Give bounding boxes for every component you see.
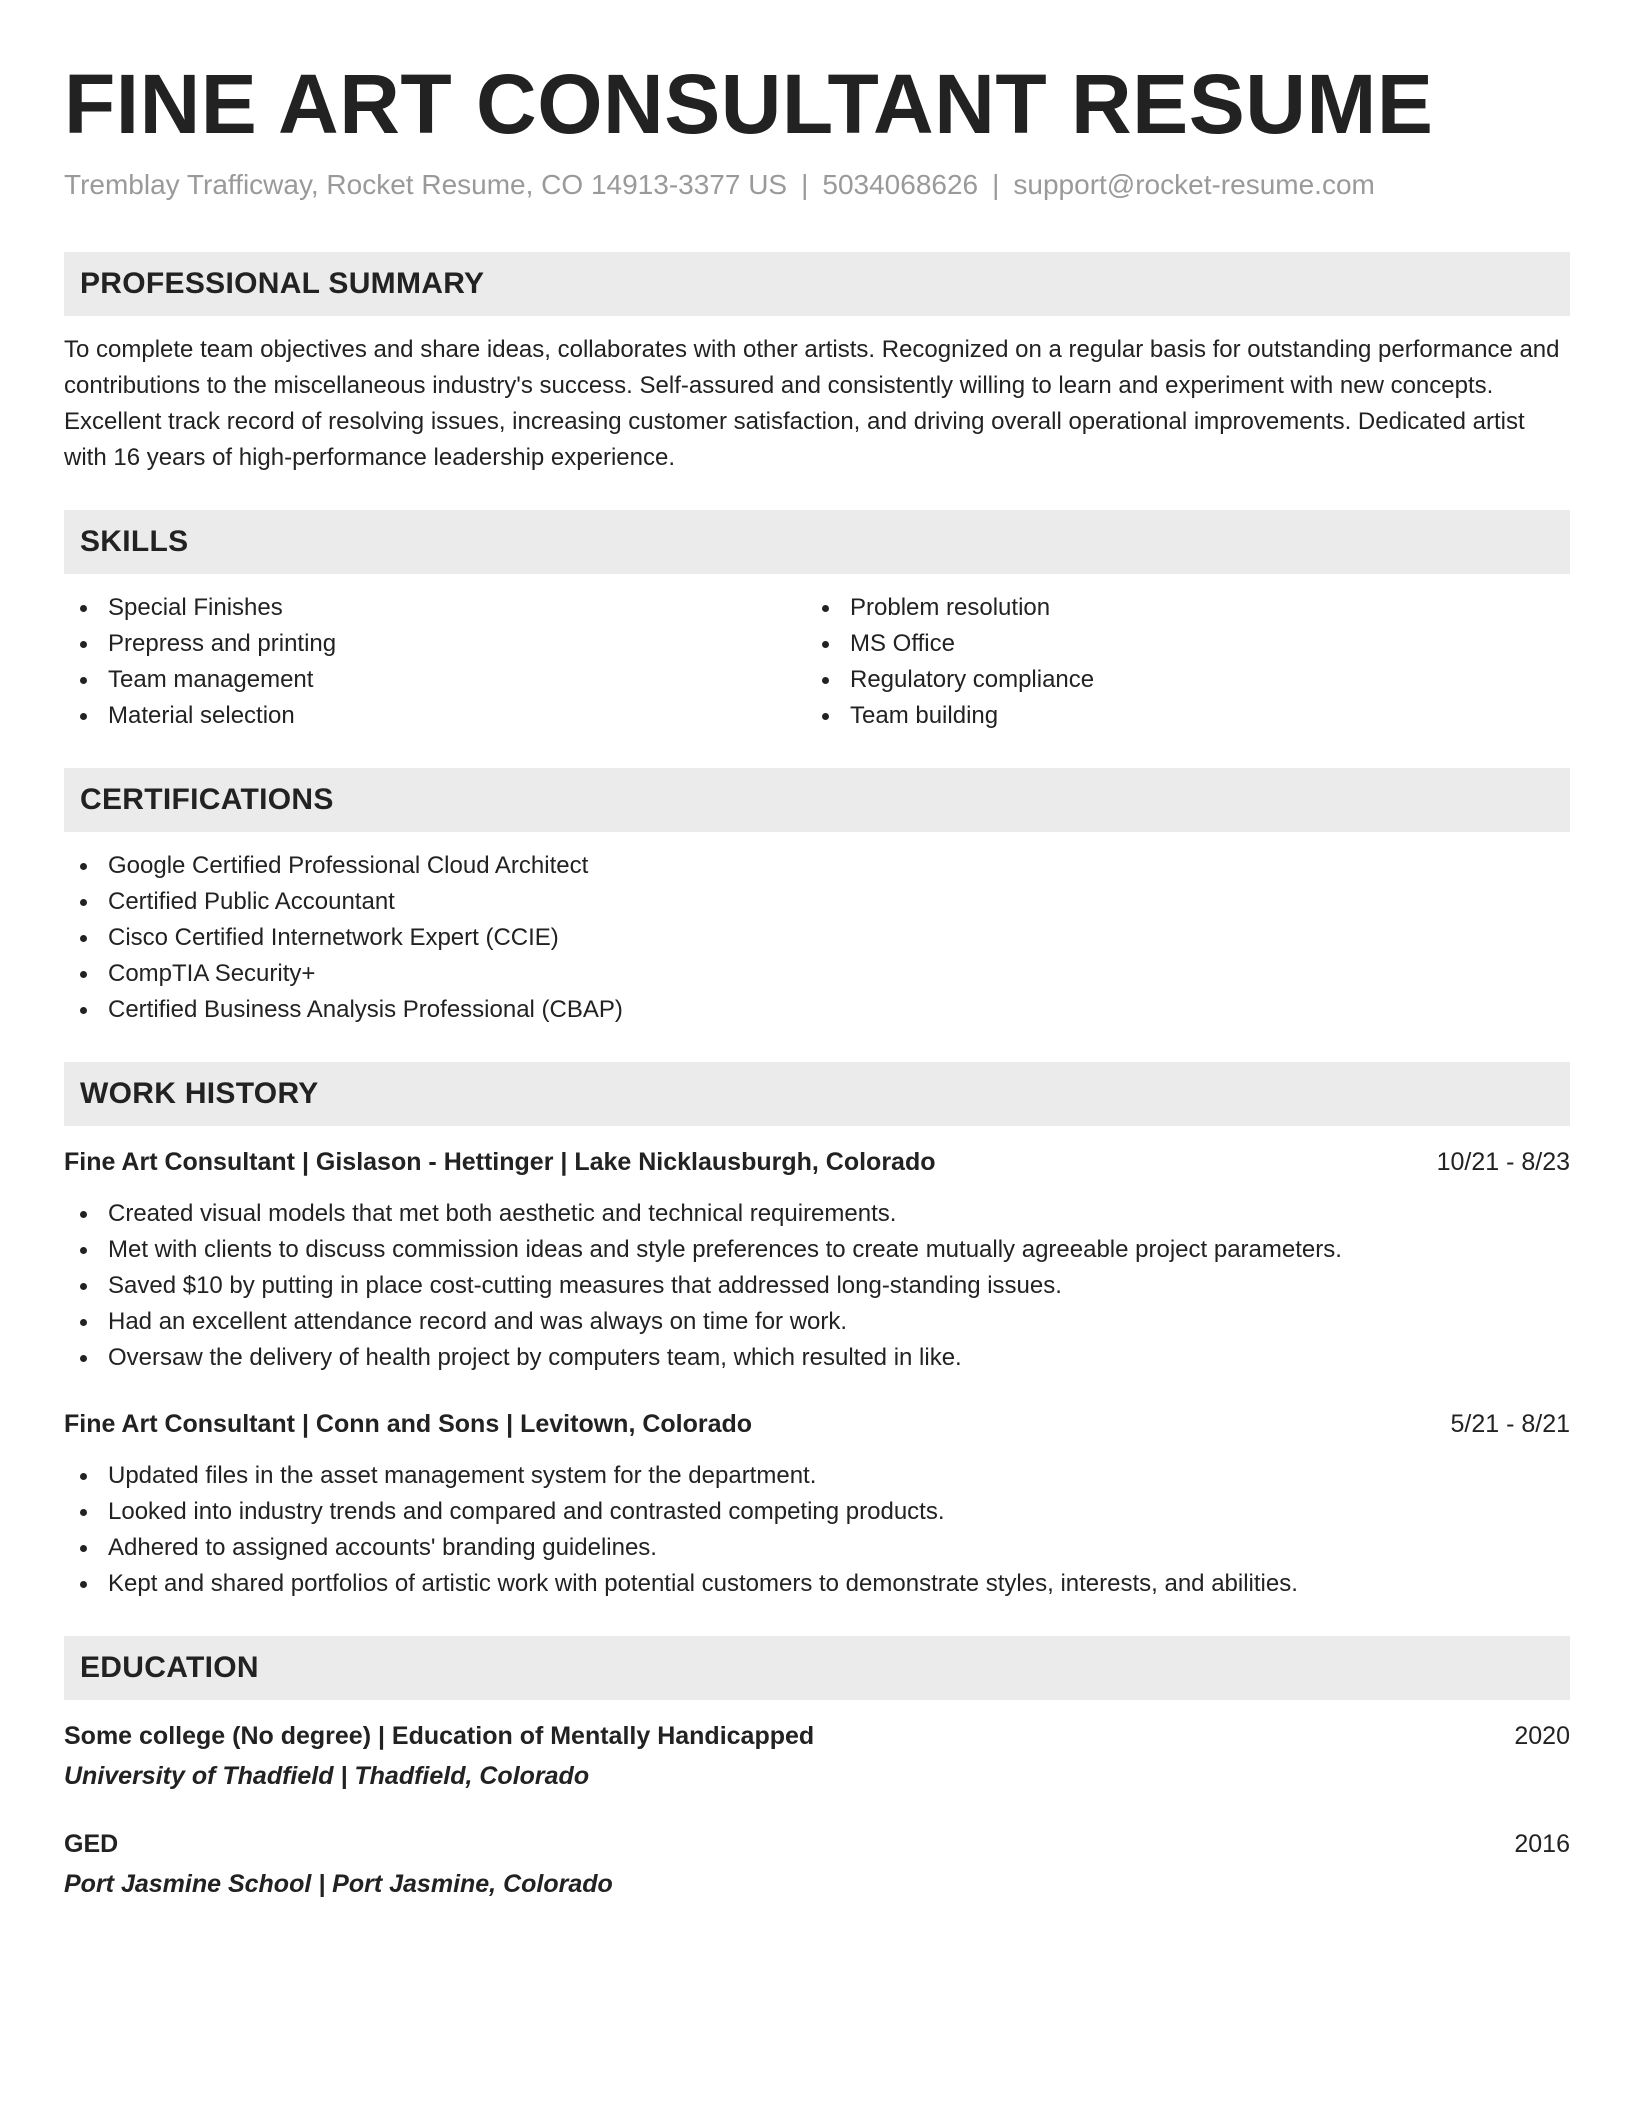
certifications-heading: CERTIFICATIONS xyxy=(64,768,1570,832)
contact-separator: | xyxy=(992,169,1000,200)
job-bullet: Updated files in the asset management system for the department. xyxy=(64,1458,1570,1494)
certifications-list xyxy=(64,848,1570,1028)
job-bullets xyxy=(64,1458,1570,1602)
certification-item: Certified Public Accountant xyxy=(64,884,1570,920)
skill-item: Material selection xyxy=(64,698,806,734)
certification-item: Certified Business Analysis Professional (CBAP) xyxy=(64,992,1570,1028)
job-bullet: Looked into industry trends and compared and contrasted competing products. xyxy=(64,1494,1570,1530)
skills-column-left xyxy=(64,590,806,734)
skill-item: Prepress and printing xyxy=(64,626,806,662)
education-heading: EDUCATION xyxy=(64,1636,1570,1700)
education-school: Port Jasmine School | Port Jasmine, Colorado xyxy=(64,1870,613,1898)
skills-list xyxy=(64,590,1570,734)
skill-item: Special Finishes xyxy=(64,590,806,626)
job-title: Fine Art Consultant | Gislason - Hettinger | Lake Nicklausburgh, Colorado xyxy=(64,1148,936,1176)
job-header xyxy=(64,1406,1570,1442)
education-year: 2016 xyxy=(1514,1830,1570,1858)
job-bullet: Created visual models that met both aesthetic and technical requirements. xyxy=(64,1196,1570,1232)
skill-item: MS Office xyxy=(806,626,1548,662)
job-title: Fine Art Consultant | Conn and Sons | Levitown, Colorado xyxy=(64,1410,753,1438)
contact-address: Tremblay Trafficway, Rocket Resume, CO 14913-3377 US xyxy=(64,169,788,200)
skill-item: Problem resolution xyxy=(806,590,1548,626)
education-school: University of Thadfield | Thadfield, Colorado xyxy=(64,1762,590,1790)
work-history-heading: WORK HISTORY xyxy=(64,1062,1570,1126)
contact-email: support@rocket-resume.com xyxy=(1013,169,1375,200)
contact-line xyxy=(64,168,1570,202)
summary-heading: PROFESSIONAL SUMMARY xyxy=(64,252,1570,316)
job-entry xyxy=(64,1406,1570,1602)
skill-item: Team building xyxy=(806,698,1548,734)
job-bullet: Oversaw the delivery of health project by computers team, which resulted in like. xyxy=(64,1340,1570,1376)
job-dates: 10/21 - 8/23 xyxy=(1436,1148,1570,1176)
certification-item: CompTIA Security+ xyxy=(64,956,1570,992)
job-bullet: Had an excellent attendance record and was always on time for work. xyxy=(64,1304,1570,1340)
job-bullets xyxy=(64,1196,1570,1376)
certification-item: Cisco Certified Internetwork Expert (CCIE) xyxy=(64,920,1570,956)
education-entry xyxy=(64,1826,1570,1902)
job-bullet: Met with clients to discuss commission ideas and style preferences to create mutually agreeable project parameters. xyxy=(64,1232,1570,1268)
resume-page xyxy=(64,0,1570,1902)
contact-separator: | xyxy=(801,169,809,200)
resume-title: FINE ART CONSULTANT RESUME xyxy=(64,57,1434,151)
skill-item: Regulatory compliance xyxy=(806,662,1548,698)
education-degree: Some college (No degree) | Education of Mentally Handicapped xyxy=(64,1722,815,1750)
education-entry xyxy=(64,1718,1570,1794)
job-bullet: Kept and shared portfolios of artistic work with potential customers to demonstrate styles, interests, and abilities. xyxy=(64,1566,1570,1602)
summary-text: To complete team objectives and share ideas, collaborates with other artists. Recognized on a regular basis for outstanding performance and contributions to the miscellaneous industry's success. Self-assured and consistently willing to learn and experiment with new concepts. Excellent track record of resolving issues, increasing customer satisfaction, and driving overall operational improvements. Dedicated artist with 16 years of high-performance leadership experience. xyxy=(64,336,1560,471)
job-header xyxy=(64,1144,1570,1180)
skills-heading: SKILLS xyxy=(64,510,1570,574)
certification-item: Google Certified Professional Cloud Architect xyxy=(64,848,1570,884)
education-header xyxy=(64,1718,1570,1754)
skill-item: Team management xyxy=(64,662,806,698)
skills-column-right xyxy=(806,590,1548,734)
job-entry xyxy=(64,1144,1570,1376)
education-year: 2020 xyxy=(1514,1722,1570,1750)
job-bullet: Adhered to assigned accounts' branding guidelines. xyxy=(64,1530,1570,1566)
job-bullet: Saved $10 by putting in place cost-cutting measures that addressed long-standing issues. xyxy=(64,1268,1570,1304)
education-header xyxy=(64,1826,1570,1862)
education-degree: GED xyxy=(64,1830,119,1858)
job-dates: 5/21 - 8/21 xyxy=(1450,1410,1570,1438)
contact-phone: 5034068626 xyxy=(822,169,979,200)
